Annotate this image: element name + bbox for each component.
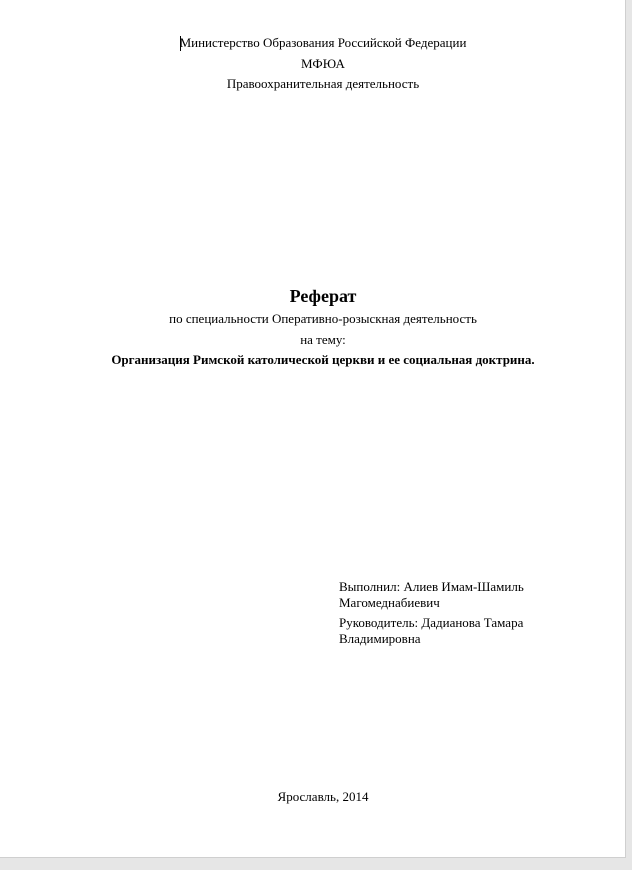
- place-year-line: Ярославль, 2014: [277, 789, 369, 804]
- institute-line: МФЮА: [301, 56, 345, 71]
- page-gap: [0, 858, 632, 870]
- department-line: Правоохранительная деятельность: [226, 76, 420, 91]
- performer-block: Выполнил: Алиев Имам-Шамиль Магомеднабиевич: [339, 579, 524, 610]
- supervisor-block: Руководитель: Дадианова Тамара Владимировна: [339, 615, 524, 646]
- document-title: Реферат: [289, 286, 357, 306]
- specialty-line: по специальности Оперативно-розыскная деятельность: [169, 311, 477, 326]
- on-topic-line: на тему:: [300, 332, 346, 347]
- topic-line: Организация Римской католической церкви и ее социальная доктрина.: [111, 352, 535, 367]
- ministry-line: Министерство Образования Российской Федерации: [179, 35, 467, 50]
